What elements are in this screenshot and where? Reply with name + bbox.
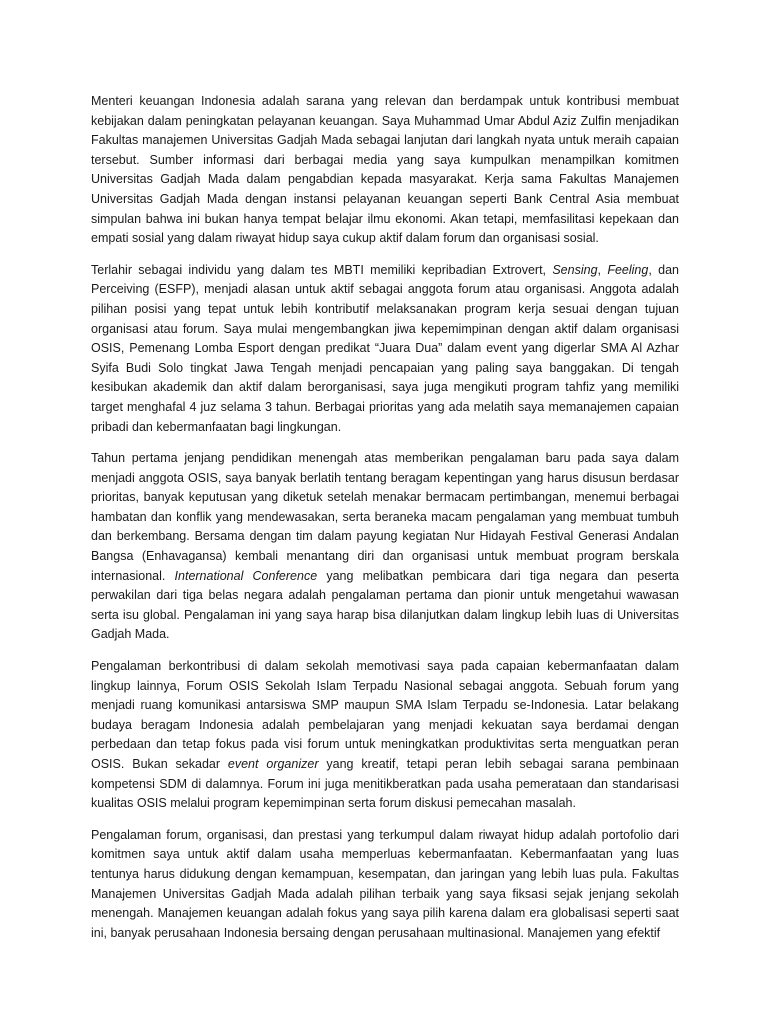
paragraph-1-text: Menteri keuangan Indonesia adalah sarana yang relevan dan berdampak untuk kontribusi membuat kebijakan dalam peningkatan pelayanan keuangan. Saya Muhammad Umar Abdul Aziz Zulfin menjadikan Fakultas manajemen Universitas Gadjah Mada sebagai lanjutan dari langkah nyata untuk meraih capaian tersebut. Sumber informasi dari berbagai media yang saya kumpulkan menampilkan komitmen Universitas Gadjah Mada dalam pengabdian kepada masyarakat. Kerja sama Fakultas Manajemen Universitas Gadjah Mada dengan instansi pelayanan keuangan seperti Bank Central Asia membuat simpulan bahwa ini bukan hanya tempat belajar ilmu ekonomi. Akan tetapi, memfasilitasi kepekaan dan empati sosial yang dalam riwayat hidup saya cukup aktif dalam forum dan organisasi sosial.	[91, 94, 679, 246]
paragraph-2-italic-sensing: Sensing	[552, 262, 598, 277]
paragraph-1	[91, 92, 679, 249]
paragraph-2	[91, 261, 679, 437]
paragraph-3-italic-conference: International Conference	[174, 568, 318, 583]
paragraph-4-italic-event-organizer: event organizer	[227, 757, 319, 771]
paragraph-5	[91, 826, 679, 944]
paragraph-3-text-a: Tahun pertama jenjang pendidikan menengah atas memberikan pengalaman baru pada saya dalam menjadi anggota OSIS, saya banyak berlatih tentang beragam kepentingan yang harus disusun berdasar prioritas, banyak keputusan yang diketuk setelah menakar bermacam pertimbangan, menemui berbagai hambatan dan konflik yang mendewasakan, serta beraneka macam pengalaman yang membuat tumbuh dan berkembang. Bersama dengan tim dalam payung kegiatan Nur Hidayah Festival Generasi Andalan Bangsa (Enhavagansa) kembali menantang diri dan organisasi untuk membuat program berskala internasional.	[91, 451, 679, 583]
paragraph-4	[91, 657, 679, 814]
paragraph-2-italic-feeling: Feeling	[607, 262, 649, 277]
paragraph-3-text-b: yang melibatkan pembicara dari tiga negara dan peserta perwakilan dari tiga belas negara adalah pengalaman pertama dan pionir untuk mengetahui wawasan serta isu global. Pengalaman ini yang saya harap bisa dilanjutkan dalam lingkup lebih luas di Universitas Gadjah Mada.	[91, 568, 679, 642]
paragraph-3	[91, 449, 679, 645]
paragraph-2-text-a: Terlahir sebagai individu yang dalam tes MBTI memiliki kepribadian Extrovert,	[91, 262, 553, 277]
paragraph-4-text-b: yang kreatif, tetapi peran lebih sebagai sarana pembinaan kompetensi SDM di dalamnya. Forum ini juga menitikberatkan pada usaha pemerataan dan standarisasi kualitas OSIS melalui program kepemimpinan serta forum diskusi pemecahan masalah.	[91, 757, 679, 811]
paragraph-2-text-b: ,	[597, 262, 608, 277]
paragraph-2-text-c: , dan Perceiving (ESFP), menjadi alasan untuk aktif sebagai anggota forum atau organisasi. Anggota adalah pilihan posisi yang tepat untuk lebih kontributif melaksanakan program kerja sesuai dengan tujuan organisasi atau forum. Saya mulai mengembangkan jiwa kepemimpinan dengan aktif dalam organisasi OSIS, Pemenang Lomba Esport dengan predikat “Juara Dua” dalam event yang digerlar SMA Al Azhar Syifa Budi Solo tingkat Jawa Tengah menjadi pencapaian yang paling saya banggakan. Di tengah kesibukan akademik dan aktif dalam berorganisasi, saya juga mengikuti program tahfiz yang memiliki target menghafal 4 juz selama 3 tahun. Berbagai prioritas yang ada melatih saya memanajemen capaian pribadi dan kebermanfaatan bagi lingkungan.	[91, 262, 679, 434]
document-page	[91, 92, 679, 955]
paragraph-4-text-a: Pengalaman berkontribusi di dalam sekolah memotivasi saya pada capaian kebermanfaatan dalam lingkup lainnya, Forum OSIS Sekolah Islam Terpadu Nasional sebagai anggota. Sebuah forum yang menjadi ruang komunikasi antarsiswa SMP maupun SMA Islam Terpadu se-Indonesia. Latar belakang budaya beragam Indonesia adalah pembelajaran yang menjadi kekuatan saya berdamai dengan perbedaan dan tetap fokus pada visi forum untuk meningkatkan produktivitas serta menguatkan peran OSIS. Bukan sekadar	[91, 659, 679, 771]
paragraph-5-text: Pengalaman forum, organisasi, dan prestasi yang terkumpul dalam riwayat hidup adalah portofolio dari komitmen saya untuk aktif dalam usaha memperluas kebermanfaatan. Kebermanfaatan yang luas tentunya harus didukung dengan kemampuan, kesempatan, dan jaringan yang lebih luas pula. Fakultas Manajemen Universitas Gadjah Mada adalah pilihan terbaik yang saya fiksasi sejak jenjang sekolah menengah. Manajemen keuangan adalah fokus yang saya pilih karena dalam era globalisasi seperti saat ini, banyak perusahaan Indonesia bersaing dengan perusahaan multinasional. Manajemen yang efektif	[91, 827, 679, 940]
